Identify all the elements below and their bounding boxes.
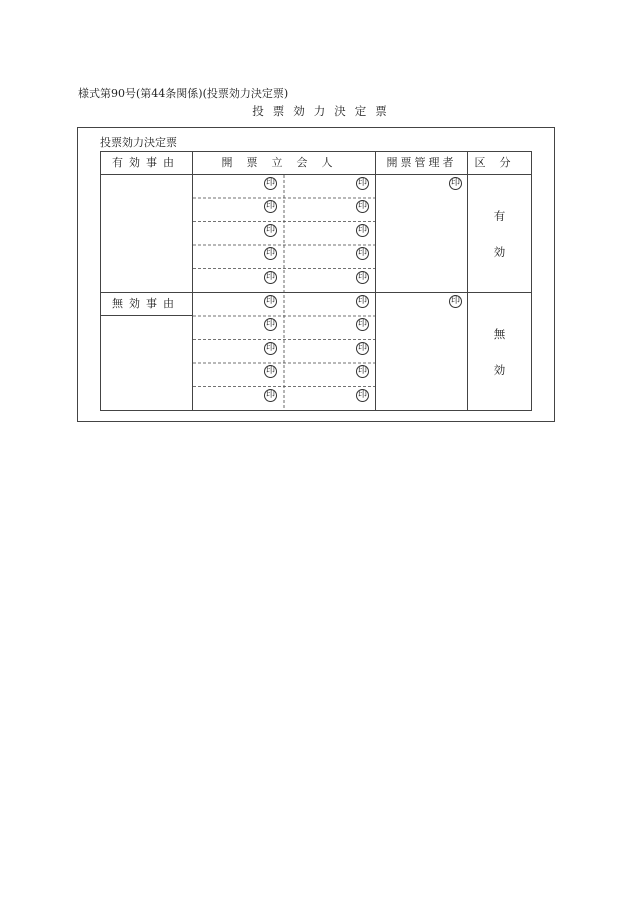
- seal-icon: 印: [357, 201, 367, 211]
- seal-icon: 印: [265, 319, 275, 329]
- header-reason: 有効事由: [112, 156, 180, 169]
- seal-icon: 印: [357, 390, 367, 400]
- seal-icon: 印: [265, 225, 275, 235]
- seal-icon: 印: [265, 201, 275, 211]
- seal-icon: 印: [265, 296, 275, 306]
- header-category: 区分: [474, 156, 525, 169]
- manager-seal-icon: 印: [450, 178, 460, 188]
- category-invalid-char-2: 効: [493, 363, 506, 377]
- manager-seal-icon: 印: [450, 296, 460, 306]
- seal-icon: 印: [265, 178, 275, 188]
- seal-icon: 印: [265, 248, 275, 258]
- seal-icon: 印: [357, 272, 367, 282]
- category-valid-char-1: 有: [493, 209, 506, 223]
- seal-icon: 印: [265, 366, 275, 376]
- seal-icon: 印: [357, 343, 367, 353]
- header-witnesses: 開票立会人: [221, 156, 347, 169]
- seal-icon: 印: [265, 343, 275, 353]
- seal-icon: 印: [357, 319, 367, 329]
- seal-icon: 印: [357, 225, 367, 235]
- seal-icon: 印: [265, 272, 275, 282]
- form-reference: 様式第90号(第44条関係)(投票効力決定票): [78, 87, 289, 100]
- table-border: [101, 152, 532, 411]
- table-solid-lines: [100, 151, 532, 411]
- inner-title: 投票効力決定票: [100, 136, 177, 149]
- category-valid-char-2: 効: [493, 245, 506, 259]
- seal-icon: 印: [357, 296, 367, 306]
- seal-icon: 印: [357, 366, 367, 376]
- seal-icon: 印: [265, 390, 275, 400]
- form-title: 投票効力決定票: [252, 104, 396, 118]
- seal-icon: 印: [357, 178, 367, 188]
- invalid-reason-label: 無効事由: [112, 297, 180, 310]
- header-manager: 開票管理者: [386, 156, 457, 169]
- category-invalid-char-1: 無: [493, 327, 506, 341]
- seal-icon: 印: [357, 248, 367, 258]
